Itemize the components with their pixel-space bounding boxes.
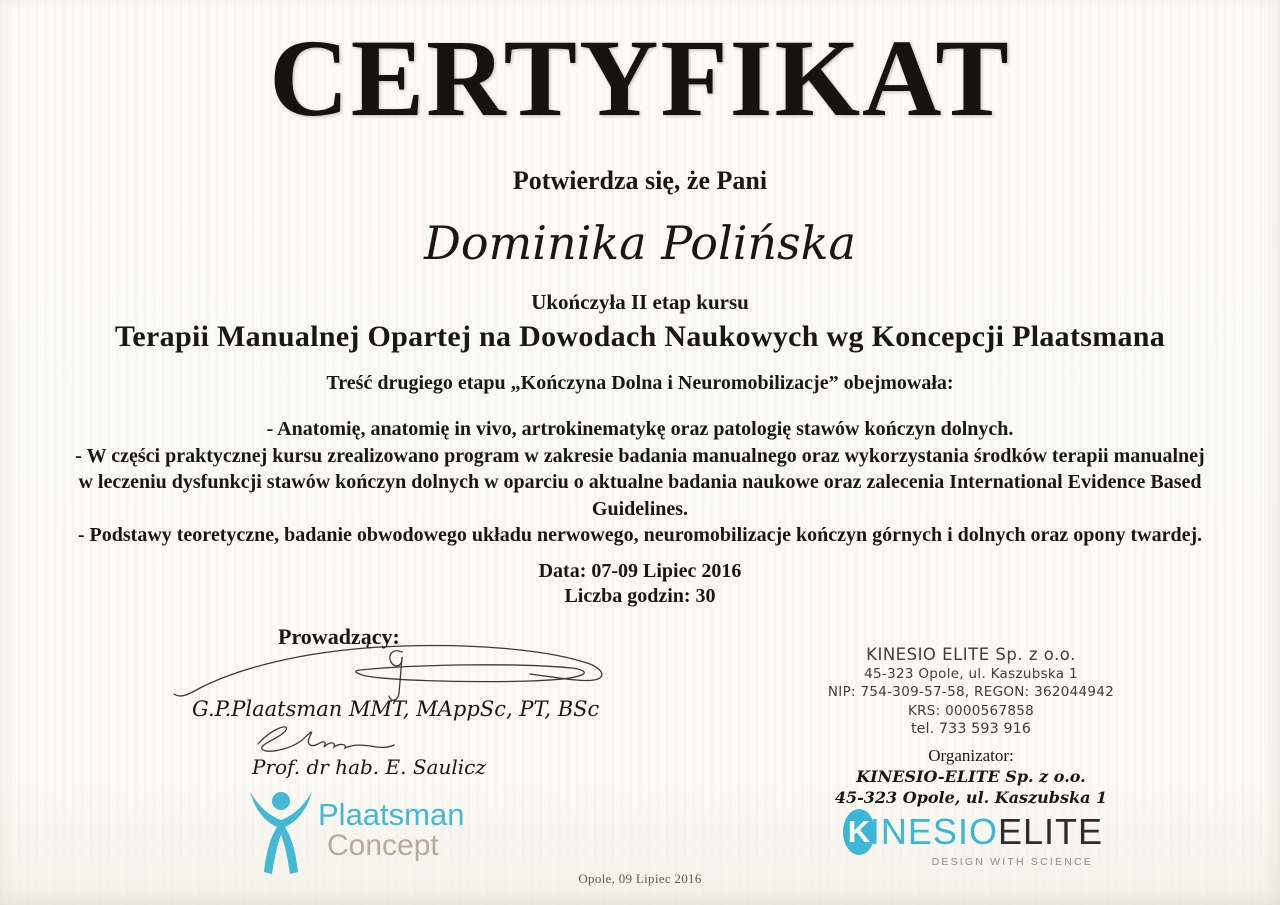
- organizer-company: KINESIO-ELITE Sp. z o.o.: [856, 767, 1086, 786]
- description-line: w leczeniu dysfunkcji stawów kończyn dolnych w oparciu o aktualne badania naukowe oraz zalecenia International Evidence Based: [78, 471, 1202, 493]
- certificate-title: CERTYFIKAT: [269, 17, 1011, 139]
- organizer-block: [816, 745, 1126, 808]
- instructor1-name: G.P.Plaatsman MMT, MAppSc, PT, BSc: [192, 697, 600, 721]
- kinesio-logo-inesio: INESIO: [869, 811, 998, 852]
- completion-line: Ukończyła II etap kursu: [531, 290, 749, 314]
- stage-intro: Treść drugiego etapu „Kończyna Dolna i Neuromobilizacje” obejmowała:: [326, 372, 954, 394]
- company-stamp: [816, 646, 1126, 739]
- description-line: - W części praktycznej kursu zrealizowano program w zakresie badania manualnego oraz wykorzystania środków terapii manualnej: [75, 444, 1205, 467]
- signature-scribble-icon: [246, 720, 401, 758]
- description-line: Guidelines.: [591, 497, 689, 520]
- plaatsman-logo-line2: Concept: [327, 829, 439, 862]
- kinesio-elite-logo: [843, 809, 1103, 868]
- kinesio-k-circle-icon: K: [843, 809, 875, 855]
- date-line: Data: 07-09 Lipiec 2016: [538, 560, 742, 582]
- course-description: [0, 416, 1280, 549]
- organizer-label: Organizator:: [928, 746, 1014, 765]
- description-line: - Podstawy teoretyczne, badanie obwodowego układu nerwowego, neuromobilizacje kończyn górnych i dolnych oraz opony twardej.: [77, 524, 1203, 546]
- instructor2-name: Prof. dr hab. E. Saulicz: [252, 755, 486, 779]
- kinesio-logo-tagline: DESIGN WITH SCIENCE: [931, 856, 1093, 868]
- confirmation-line: Potwierdza się, że Pani: [512, 166, 768, 195]
- hours-line: Liczba godzin: 30: [564, 585, 716, 607]
- instructors-label: Prowadzący:: [278, 624, 400, 649]
- stamp-krs: KRS: 0000567858: [907, 702, 1035, 719]
- stamp-company: KINESIO ELITE Sp. z o.o.: [866, 645, 1076, 664]
- stamp-address: 45-323 Opole, ul. Kaszubska 1: [864, 665, 1078, 682]
- description-line: - Anatomię, anatomię in vivo, artrokinematykę oraz patologię stawów kończyn dolnych.: [266, 418, 1014, 440]
- recipient-name: Dominika Polińska: [424, 216, 856, 270]
- course-title: Terapii Manualnej Opartej na Dowodach Naukowych wg Koncepcji Plaatsmana: [114, 320, 1166, 353]
- person-figure-icon: [246, 790, 314, 878]
- kinesio-logo-row: [843, 809, 1103, 855]
- plaatsman-logo-text: [318, 797, 465, 862]
- place-date-footer: Opole, 09 Lipiec 2016: [578, 871, 702, 886]
- plaatsman-concept-logo: [246, 790, 464, 878]
- organizer-address: 45-323 Opole, ul. Kaszubska 1: [834, 788, 1108, 807]
- stamp-nip-regon: NIP: 754-309-57-58, REGON: 362044942: [827, 684, 1115, 700]
- kinesio-logo-elite: ELITE: [997, 811, 1103, 852]
- plaatsman-logo-line1: Plaatsman: [318, 797, 465, 832]
- stamp-phone: tel. 733 593 916: [910, 721, 1032, 737]
